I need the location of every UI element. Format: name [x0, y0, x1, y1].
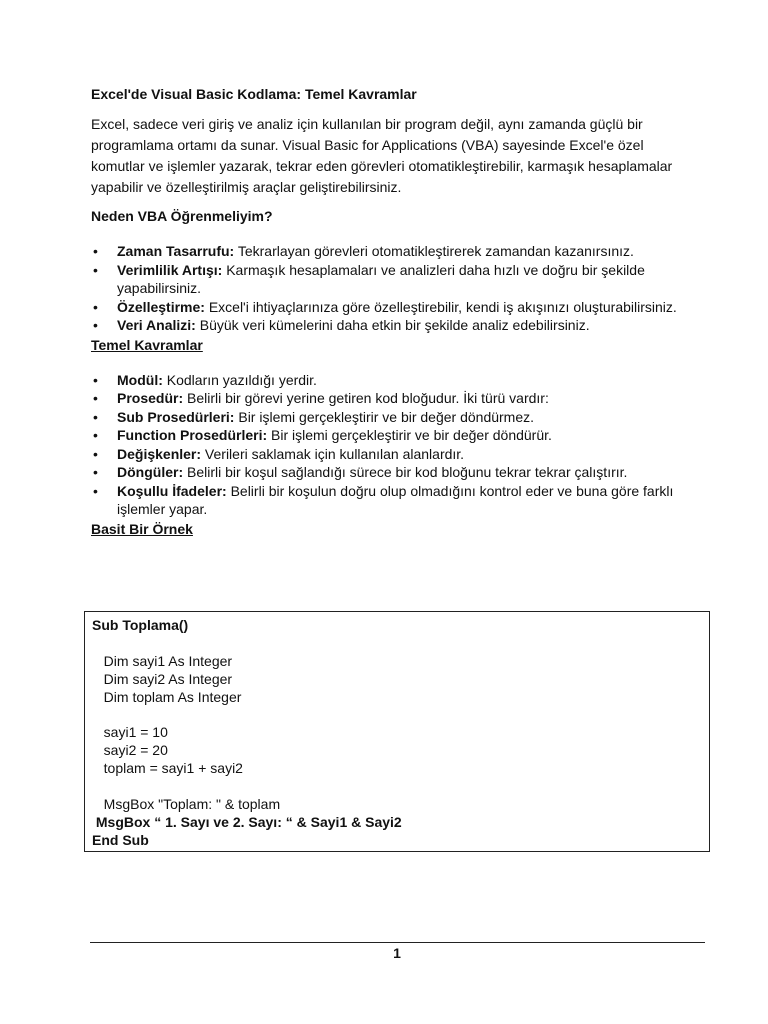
- concepts-list-item: [91, 371, 686, 390]
- concepts-list-item-term: Döngüler:: [117, 464, 184, 480]
- why-list-item: [91, 316, 686, 335]
- concepts-list-item: [91, 426, 686, 445]
- bullet-icon: •: [93, 298, 98, 315]
- concepts-list-item-text: Belirli bir görevi yerine getiren kod bloğudur. İki türü vardır:: [183, 390, 549, 406]
- page-number: 1: [393, 945, 401, 961]
- code-box: [84, 611, 710, 852]
- bullet-icon: •: [93, 261, 98, 278]
- concepts-list-item-term: Prosedür:: [117, 390, 184, 406]
- code-line: End Sub: [92, 831, 149, 848]
- why-heading: Neden VBA Öğrenmeliyim?: [91, 208, 273, 224]
- code-line: MsgBox "Toplam: " & toplam: [92, 795, 281, 812]
- code-line: Dim toplam As Integer: [92, 688, 242, 705]
- concepts-list-item: [91, 408, 686, 427]
- code-line: [92, 778, 709, 796]
- concepts-list-item: [91, 389, 686, 408]
- bullet-icon: •: [93, 445, 98, 462]
- code-line: Sub Toplama(): [92, 617, 189, 633]
- document-title: Excel'de Visual Basic Kodlama: Temel Kavramlar: [91, 86, 417, 102]
- concepts-list-item-text: Bir işlemi gerçekleştirir ve bir değer döndürmez.: [234, 408, 535, 425]
- code-line: [92, 635, 709, 653]
- concepts-list-item: [91, 463, 686, 482]
- code-line: MsgBox “ 1. Sayı ve 2. Sayı: “ & Sayi1 & Sayi2: [92, 813, 402, 830]
- why-list-item: [91, 261, 686, 298]
- concepts-list-item-text: Verileri saklamak için kullanılan alanlardır.: [201, 445, 465, 462]
- bullet-icon: •: [93, 408, 98, 425]
- why-list-item: [91, 242, 686, 261]
- bullet-icon: •: [93, 464, 98, 480]
- concepts-list-item-term: Koşullu İfadeler:: [117, 482, 227, 499]
- bullet-icon: •: [93, 482, 98, 499]
- why-list-item-term: Zaman Tasarrufu:: [117, 243, 235, 259]
- content-column: [91, 84, 686, 555]
- concepts-list-item-term: Modül:: [117, 371, 163, 388]
- why-list-item-term: Verimlilik Artışı:: [117, 261, 223, 278]
- concepts-list-item: [91, 482, 686, 519]
- why-list-item: [91, 298, 686, 317]
- code-line: sayi2 = 20: [92, 742, 168, 759]
- concepts-list-item: [91, 445, 686, 464]
- concepts-list: [91, 371, 686, 519]
- bullet-icon: •: [93, 317, 98, 333]
- bullet-icon: •: [93, 371, 98, 388]
- bullet-icon: •: [93, 243, 98, 259]
- code-line: [92, 706, 709, 724]
- why-list: [91, 242, 686, 335]
- concepts-list-item-term: Sub Prosedürleri:: [117, 408, 235, 425]
- code-line: toplam = sayi1 + sayi2: [92, 760, 243, 777]
- code-line: Dim sayi1 As Integer: [92, 652, 233, 669]
- why-list-item-term: Veri Analizi:: [117, 317, 196, 333]
- bullet-icon: •: [93, 390, 98, 406]
- code-line: Dim sayi2 As Integer: [92, 670, 233, 687]
- why-list-item-text: Karmaşık hesaplamaları ve analizleri daha hızlı ve doğru bir şekilde yapabilirsiniz.: [117, 261, 645, 296]
- concepts-list-item-term: Değişkenler:: [117, 445, 202, 462]
- why-list-item-text: Tekrarlayan görevleri otomatikleştirerek zamandan kazanırsınız.: [234, 243, 634, 259]
- why-list-item-text: Büyük veri kümelerini daha etkin bir şekilde analiz edebilirsiniz.: [195, 317, 590, 333]
- why-list-item-text: Excel'i ihtiyaçlarınıza göre özelleştirebilir, kendi iş akışınızı oluşturabilirsiniz.: [204, 298, 677, 315]
- footer-divider: [90, 942, 705, 943]
- example-heading: Basit Bir Örnek: [91, 520, 193, 537]
- code-line: sayi1 = 10: [92, 724, 168, 741]
- concepts-list-item-term: Function Prosedürleri:: [117, 427, 268, 443]
- concepts-list-item-text: Kodların yazıldığı yerdir.: [162, 371, 317, 388]
- concepts-list-item-text: Belirli bir koşulun doğru olup olmadığını kontrol eder ve buna göre farklı işlemler yapar.: [117, 482, 674, 517]
- concepts-heading: Temel Kavramlar: [91, 336, 203, 353]
- why-list-item-term: Özelleştirme:: [117, 298, 205, 315]
- concepts-list-item-text: Bir işlemi gerçekleştirir ve bir değer döndürür.: [267, 427, 552, 443]
- intro-paragraph: Excel, sadece veri giriş ve analiz için kullanılan bir program değil, aynı zamanda güçlü bir programlama ortamı da sunar. Visual Basic for Applications (VBA) sayesinde Excel'e özel komutlar ve işlemler yazarak, tekrar eden görevleri otomatikleştirebilir, karmaşık hesaplamalar yapabilir ve özelleştirilmiş araçlar geliştirebilirsiniz.: [91, 116, 673, 195]
- concepts-list-item-text: Belirli bir koşul sağlandığı sürece bir kod bloğunu tekrar tekrar çalıştırır.: [183, 464, 628, 480]
- bullet-icon: •: [93, 427, 98, 443]
